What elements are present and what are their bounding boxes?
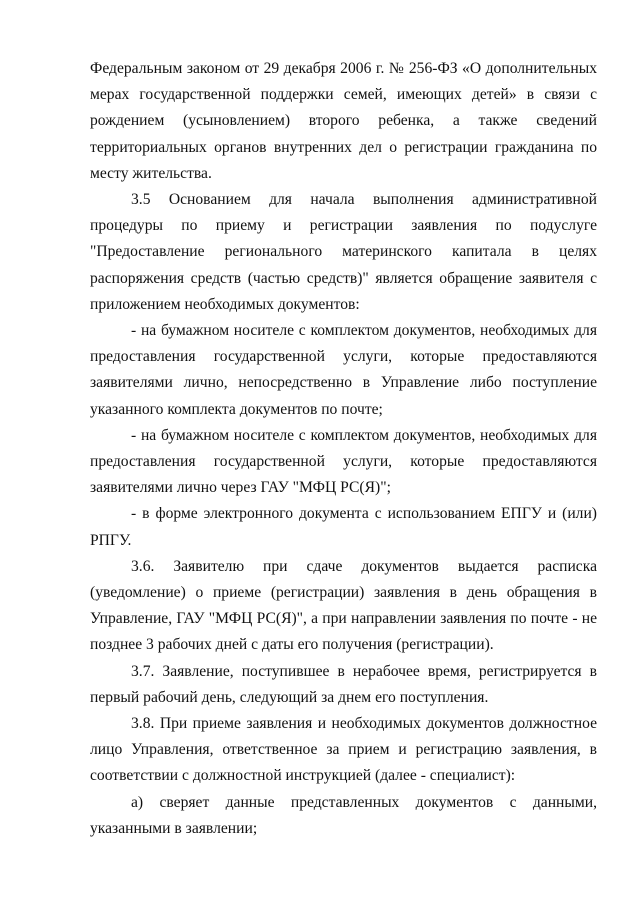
paragraph-section-3-5: 3.5 Основанием для начала выполнения административной процедуры по приему и регистрации заявления по подуслуге "Предоставление регионального материнского капитала в целях распоряжения средств (частью средств)" является обращение заявителя с приложением необходимых документов: bbox=[90, 191, 597, 313]
list-item-a-verification: а) сверяет данные представленных документов с данными, указанными в заявлении; bbox=[90, 793, 597, 837]
paragraph-law-reference-continuation: Федеральным законом от 29 декабря 2006 г. № 256-ФЗ «О дополнительных мерах государственной поддержки семей, имеющих детей» в связи с рождением (усыновлением) второго ребенка, а также сведений территориальных органов внутренних дел о регистрации гражданина по месту жительства. bbox=[90, 60, 597, 182]
list-item-paper-mfc-submission: - на бумажном носителе с комплектом документов, необходимых для предоставления государственной услуги, которые предоставляются заявителями лично через ГАУ "МФЦ РС(Я)"; bbox=[90, 426, 597, 497]
paragraph-section-3-8: 3.8. При приеме заявления и необходимых документов должностное лицо Управления, ответственное за прием и регистрацию заявления, в соответствии с должностной инструкцией (далее - специалист): bbox=[90, 715, 597, 785]
document-body bbox=[90, 56, 597, 842]
list-item-paper-personal-submission: - на бумажном носителе с комплектом документов, необходимых для предоставления государственной услуги, которые предоставляются заявителями лично, непосредственно в Управление либо поступление указанного комплекта документов по почте; bbox=[90, 322, 597, 418]
paragraph-section-3-6: 3.6. Заявителю при сдаче документов выдается расписка (уведомление) о приеме (регистрации) заявления в день обращения в Управление, ГАУ "МФЦ РС(Я)", а при направлении заявления по почте - не позднее 3 рабочих дней с даты его получения (регистрации). bbox=[90, 557, 597, 654]
list-item-electronic-submission: - в форме электронного документа с использованием ЕПГУ и (или) РПГУ. bbox=[90, 505, 597, 549]
paragraph-section-3-7: 3.7. Заявление, поступившее в нерабочее время, регистрируется в первый рабочий день, следующий за днем его поступления. bbox=[90, 662, 597, 706]
